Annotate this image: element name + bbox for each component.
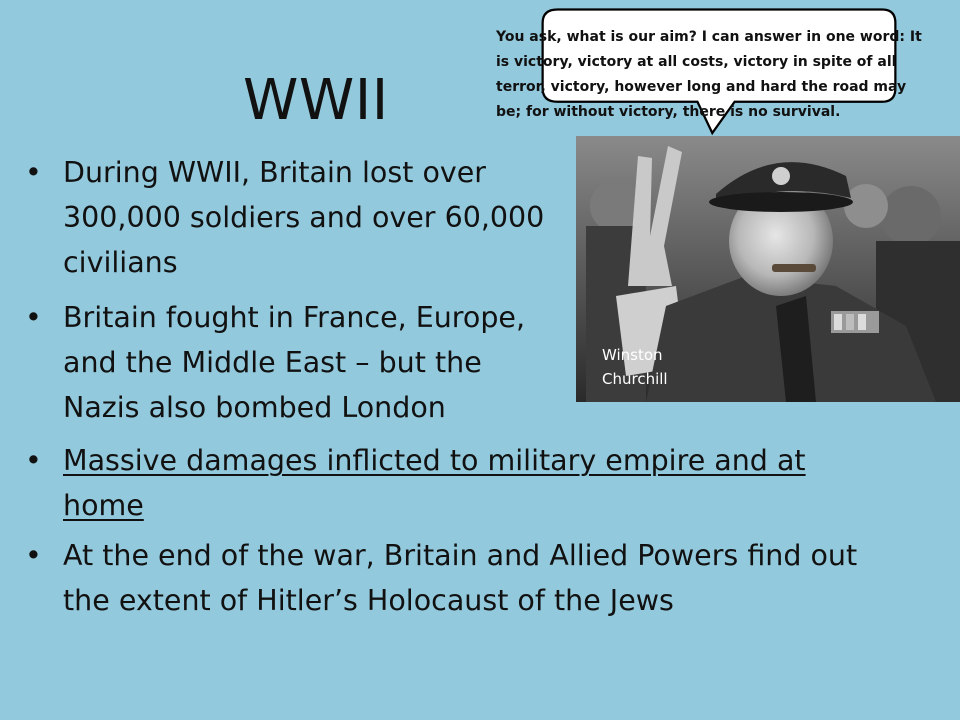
bullet-text (63, 295, 525, 430)
caption-line: Winston (602, 346, 663, 364)
bullet-dot: • (25, 301, 42, 334)
bullet-dot: • (25, 444, 42, 477)
bullet-line-underlined: home (63, 489, 144, 522)
quote-line: is victory, victory at all costs, victory in spite of all (496, 54, 897, 70)
caption-line: Churchill (602, 370, 668, 388)
bullet-line: civilians (63, 246, 178, 279)
quote-line: be; for without victory, there is no survival. (496, 104, 841, 120)
photo-caption (602, 343, 668, 391)
bullet-text (63, 533, 857, 623)
bullet-text (63, 150, 544, 285)
bullet-line: Britain fought in France, Europe, (63, 301, 525, 334)
bullet-line: During WWII, Britain lost over (63, 156, 487, 189)
bullet-line: At the end of the war, Britain and Allied Powers find out (63, 539, 858, 572)
speech-bubble-quote (496, 25, 938, 125)
bullet-dot: • (25, 156, 42, 189)
bullet-text (63, 438, 806, 528)
bullet-line: 300,000 soldiers and over 60,000 (63, 201, 545, 234)
bullet-line: Nazis also bombed London (63, 391, 446, 424)
bullet-line: and the Middle East – but the (63, 346, 482, 379)
bullet-dot: • (25, 539, 42, 572)
quote-line: You ask, what is our aim? I can answer in one word: It (496, 29, 922, 45)
bullet-line: the extent of Hitler’s Holocaust of the Jews (63, 584, 674, 617)
bullet-line-underlined: Massive damages inflicted to military empire and at (63, 444, 806, 477)
quote-line: terror, victory, however long and hard the road may (496, 79, 907, 95)
slide-title: WWII (243, 68, 389, 133)
